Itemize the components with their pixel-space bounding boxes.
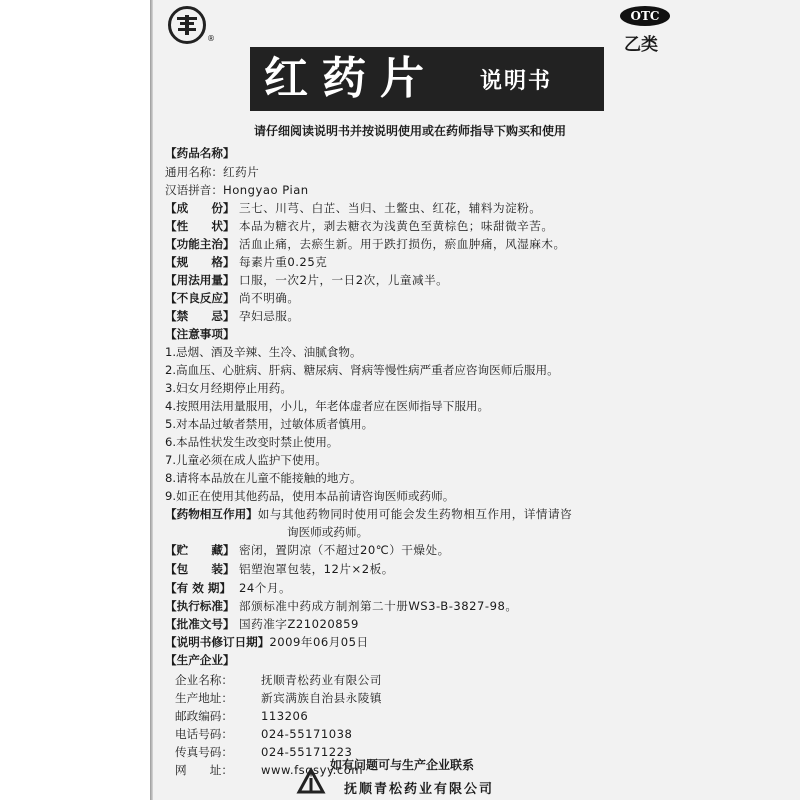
value: 孕妇忌服。 [239,309,300,323]
line-validity [165,580,291,597]
value: 113206 [261,709,309,723]
value: 新宾满族自治县永陵镇 [261,691,382,705]
label: 电话号码： [175,727,233,741]
value: 如与其他药物同时使用可能会发生药物相互作用，详情请咨 [257,507,573,521]
line-interactions [165,506,572,523]
value: 口服，一次2片，一日2次，儿童减半。 [239,273,449,287]
label: 邮政编码： [175,709,233,723]
registered-mark: ® [207,34,215,43]
line-company [165,672,382,689]
line-revision [165,634,369,651]
label: 【有 效 期】 [165,581,232,595]
line-appearance [165,218,553,235]
label: 【执行标准】 [165,599,235,613]
label: 【用法用量】 [165,273,235,287]
label: 汉语拼音： [165,183,223,197]
section-drug-name: 【药品名称】 [165,146,235,160]
value: 抚顺青松药业有限公司 [261,673,382,687]
precaution-item: 9.如正在使用其他药品，使用本品前请咨询医师或药师。 [165,489,455,503]
section-precautions: 【注意事项】 [165,327,235,341]
line-approval [165,616,359,633]
value: 活血止痛，去瘀生新。用于跌打损伤，瘀血肿痛，风湿麻木。 [239,237,566,251]
reading-notice: 请仔细阅读说明书并按说明使用或在药师指导下购买和使用 [253,124,566,138]
precaution-item: 7.儿童必须在成人监护下使用。 [165,453,327,467]
value: 024-55171223 [261,745,353,759]
precaution-item: 8.请将本品放在儿童不能接触的地方。 [165,471,362,485]
label: 【批准文号】 [165,617,235,631]
label: 【成 份】 [165,201,235,215]
line-storage [165,542,450,559]
value: 红药片 [222,165,260,179]
line-package [165,561,394,578]
line-postcode [165,708,308,725]
line-address [165,690,382,707]
precaution-item: 5.对本品过敏者禁用，过敏体质者慎用。 [165,417,374,431]
company-logo-icon [296,768,326,800]
precaution-item: 2.高血压、心脏病、肝病、糖尿病、肾病等慢性病严重者应咨询医师后服用。 [165,363,559,377]
precaution-item: 6.本品性状发生改变时禁止使用。 [165,435,339,449]
line-dosage [165,272,448,289]
label: 生产地址： [175,691,233,705]
value: 2009年06月05日 [269,635,369,649]
value: 铝塑泡罩包装，12片×2板。 [239,562,394,576]
line-fax [165,744,352,761]
value: 国药准字Z21020859 [239,617,359,631]
value: 部颁标准中药成方制剂第二十册WS3-B-3827-98。 [239,599,518,613]
line-phone [165,726,352,743]
line-interactions-cont: 询医师或药师。 [287,525,369,539]
value: 三七、川芎、白芷、当归、土鳖虫、红花，辅料为淀粉。 [239,201,542,215]
precaution-item: 3.妇女月经期停止用药。 [165,381,292,395]
value: 每素片重0.25克 [239,255,328,269]
footer-company: 抚顺青松药业有限公司 [344,782,495,797]
label: 【包 装】 [165,562,235,576]
line-indications [165,236,566,253]
company-logo-icon [168,6,206,44]
label: 通用名称： [165,165,223,179]
value: 密闭，置阴凉（不超过20℃）干燥处。 [239,543,450,557]
line-common-name [165,164,259,181]
section-manufacturer: 【生产企业】 [165,653,235,667]
label: 【禁 忌】 [165,309,235,323]
title-subtitle: 说明书 [480,69,553,94]
product-title: 红药片 [264,53,438,104]
title-banner [250,47,604,111]
otc-class: 乙类 [624,35,658,55]
label: 【贮 藏】 [165,543,235,557]
label: 【不良反应】 [165,291,235,305]
label: 网 址： [175,763,233,777]
label: 【性 状】 [165,219,235,233]
footer-contact-note: 如有问题可与生产企业联系 [330,758,475,772]
precaution-item: 4.按照用法用量服用，小儿，年老体虚者应在医师指导下服用。 [165,399,490,413]
value: Hongyao Pian [222,183,309,197]
line-ingredients [165,200,541,217]
label: 【说明书修订日期】 [165,635,270,649]
value: www.fsqsyy.com [261,763,364,777]
label: 【药物相互作用】 [165,507,258,521]
otc-badge: OTC [620,6,670,26]
value: 本品为糖衣片，剥去糖衣为浅黄色至黄棕色；味甜微辛苦。 [239,219,554,233]
line-pinyin [165,182,309,199]
label: 企业名称： [175,673,233,687]
label: 【功能主治】 [165,237,235,251]
label: 【规 格】 [165,255,235,269]
precaution-item: 1.忌烟、酒及辛辣、生冷、油腻食物。 [165,345,362,359]
value: 024-55171038 [261,727,353,741]
label: 传真号码： [175,745,233,759]
line-standard [165,598,517,615]
value: 24个月。 [239,581,292,595]
line-specification [165,254,327,271]
line-adverse [165,290,299,307]
value: 尚不明确。 [239,291,300,305]
line-contraindications [165,308,299,325]
